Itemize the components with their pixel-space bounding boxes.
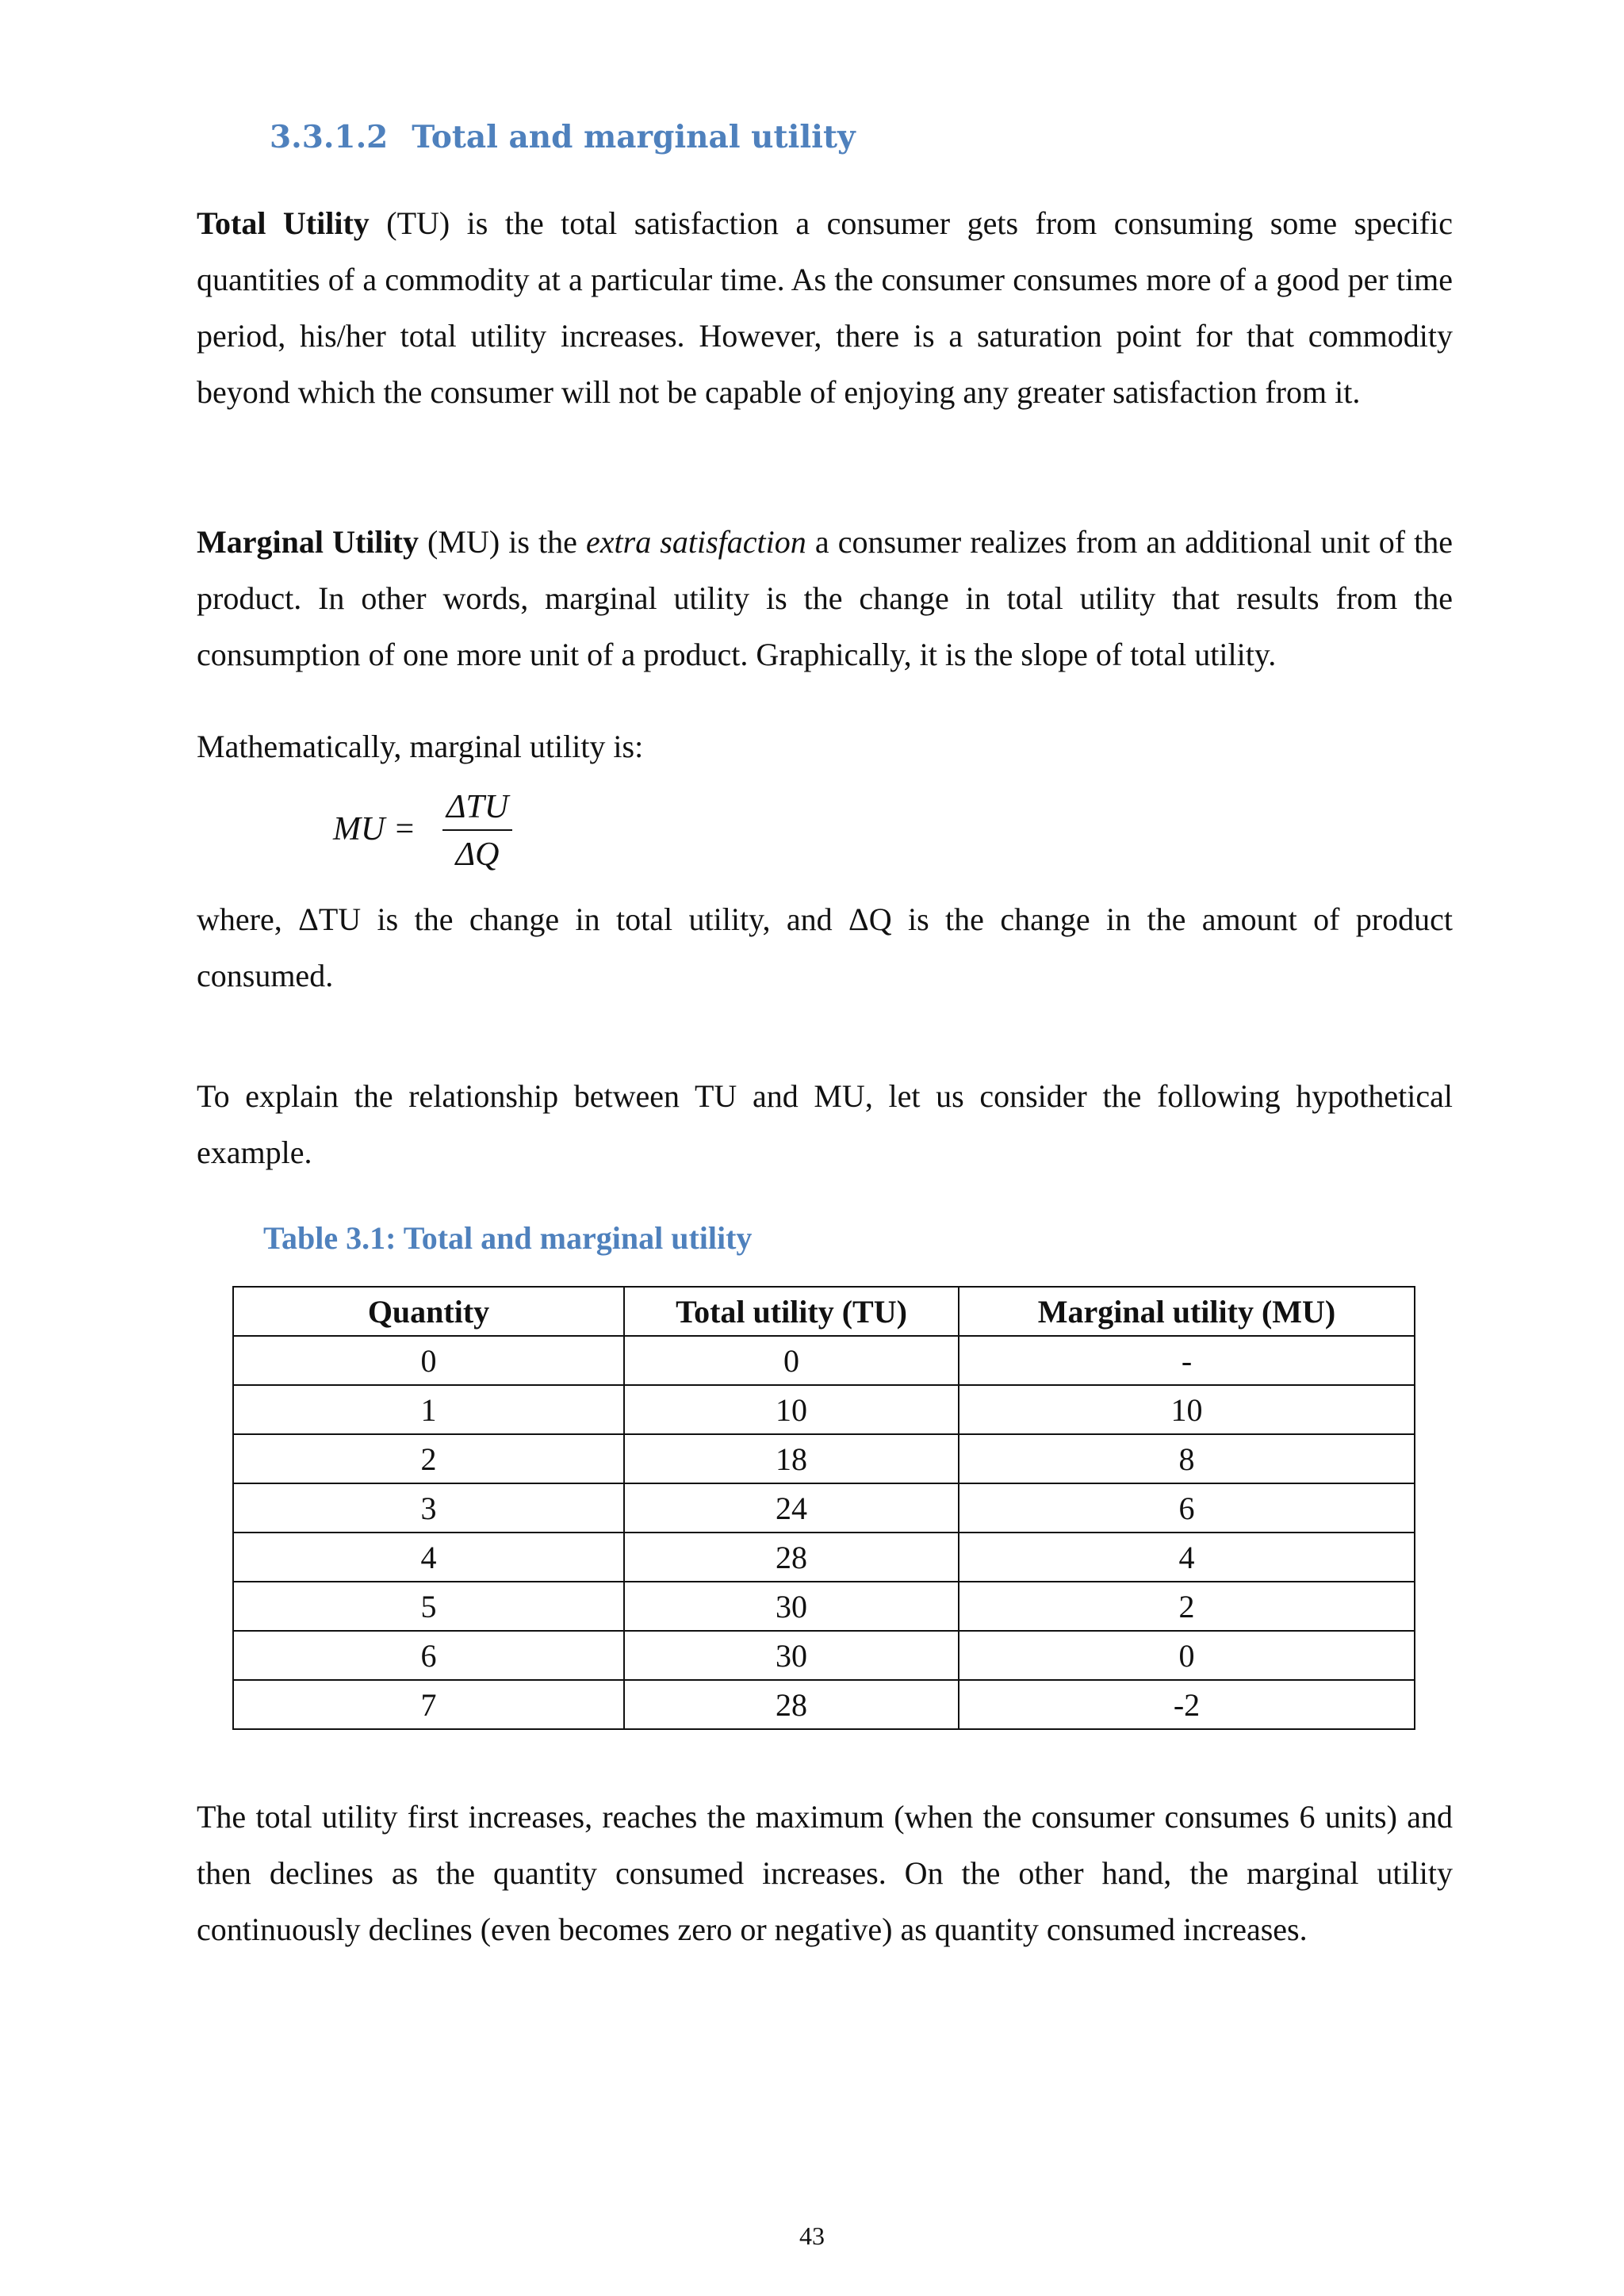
cell-quantity: 3 — [233, 1483, 624, 1533]
conclusion-paragraph: The total utility first increases, reaches the maximum (when the consumer consumes 6 units) and then declines as the quantity consumed increases. On the other hand, the marginal utility continuously declines (even becomes zero or negative) as quantity consumed increases. — [197, 1799, 1453, 1947]
utility-table — [232, 1286, 1415, 1730]
section-heading — [270, 119, 856, 155]
header-quantity: Quantity — [233, 1287, 624, 1336]
marginal-utility-term: Marginal Utility — [197, 524, 419, 560]
cell-marginal-utility: 8 — [959, 1434, 1415, 1483]
table-row — [233, 1631, 1415, 1680]
marginal-utility-text-b: a consumer realizes from an additional unit of the product. In other words, marginal utility is the change in total utility that results from the consumption of one more unit of a product. Graphically, it is the slope of total utility. — [197, 524, 1453, 672]
table-caption: Table 3.1: Total and marginal utility — [263, 1220, 753, 1256]
formula-denominator: ΔQ — [455, 836, 500, 873]
cell-total-utility: 0 — [624, 1336, 959, 1385]
formula-lhs: MU = — [333, 811, 416, 848]
header-total-utility: Total utility (TU) — [624, 1287, 959, 1336]
marginal-utility-paragraph — [197, 514, 1453, 683]
total-utility-term: Total Utility — [197, 205, 370, 241]
cell-quantity: 1 — [233, 1385, 624, 1434]
cell-quantity: 7 — [233, 1680, 624, 1729]
cell-marginal-utility: 10 — [959, 1385, 1415, 1434]
math-intro: Mathematically, marginal utility is: — [197, 729, 644, 764]
cell-marginal-utility: 2 — [959, 1582, 1415, 1631]
cell-marginal-utility: 6 — [959, 1483, 1415, 1533]
total-utility-paragraph — [197, 195, 1453, 420]
table-row — [233, 1582, 1415, 1631]
cell-total-utility: 18 — [624, 1434, 959, 1483]
marginal-utility-emphasis: extra satisfaction — [586, 524, 806, 560]
cell-quantity: 6 — [233, 1631, 624, 1680]
cell-total-utility: 28 — [624, 1680, 959, 1729]
cell-marginal-utility: -2 — [959, 1680, 1415, 1729]
page-number: 43 — [799, 2221, 825, 2250]
section-title: Total and marginal utility — [412, 119, 856, 155]
table-row — [233, 1336, 1415, 1385]
cell-marginal-utility: 0 — [959, 1631, 1415, 1680]
cell-total-utility: 30 — [624, 1631, 959, 1680]
marginal-utility-text-a: (MU) is the — [418, 524, 587, 560]
cell-marginal-utility: - — [959, 1336, 1415, 1385]
explain-paragraph: To explain the relationship between TU and MU, let us consider the following hypothetical example. — [197, 1078, 1453, 1170]
section-number: 3.3.1.2 — [270, 119, 389, 155]
cell-quantity: 5 — [233, 1582, 624, 1631]
table-header-row — [233, 1287, 1415, 1336]
table-row — [233, 1680, 1415, 1729]
mu-formula — [333, 786, 650, 882]
formula-numerator: ΔTU — [446, 789, 509, 825]
header-marginal-utility: Marginal utility (MU) — [959, 1287, 1415, 1336]
table-row — [233, 1385, 1415, 1434]
cell-quantity: 4 — [233, 1533, 624, 1582]
cell-marginal-utility: 4 — [959, 1533, 1415, 1582]
cell-quantity: 2 — [233, 1434, 624, 1483]
formula-fraction — [442, 786, 512, 875]
cell-total-utility: 28 — [624, 1533, 959, 1582]
cell-quantity: 0 — [233, 1336, 624, 1385]
total-utility-text: (TU) is the total satisfaction a consumer gets from consuming some specific quantities of a commodity at a particular time. As the consumer consumes more of a good per time period, his/her total utility increases. However, there is a saturation point for that commodity beyond which the consumer will not be capable of enjoying any greater satisfaction from it. — [197, 205, 1453, 410]
table-row — [233, 1533, 1415, 1582]
cell-total-utility: 24 — [624, 1483, 959, 1533]
where-paragraph: where, ΔTU is the change in total utility, and ΔQ is the change in the amount of product consumed. — [197, 901, 1453, 993]
table-row — [233, 1434, 1415, 1483]
cell-total-utility: 30 — [624, 1582, 959, 1631]
cell-total-utility: 10 — [624, 1385, 959, 1434]
table-row — [233, 1483, 1415, 1533]
fraction-bar — [442, 829, 512, 831]
